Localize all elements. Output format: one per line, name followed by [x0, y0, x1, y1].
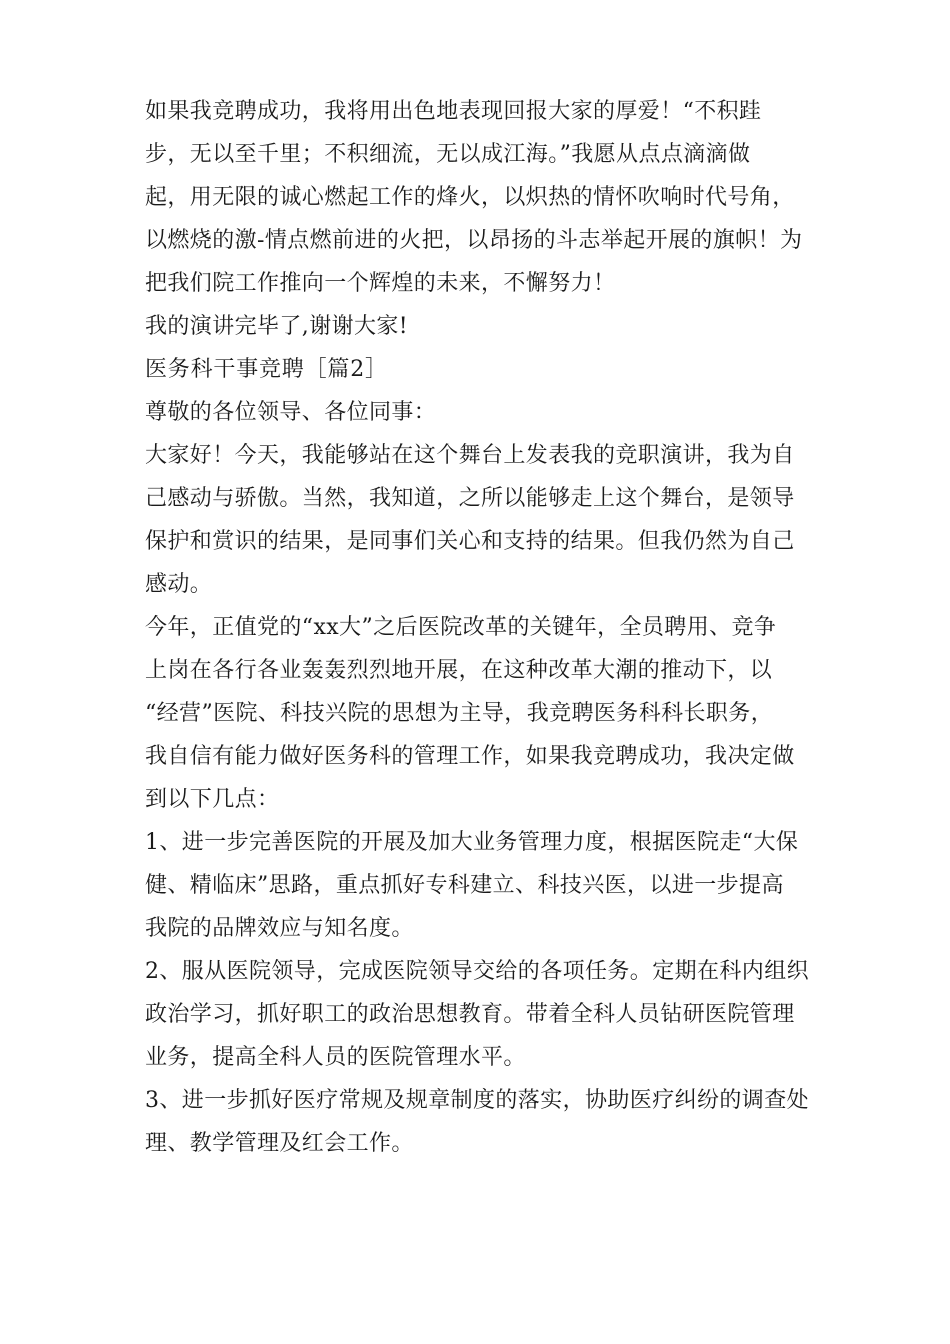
- text-line: 我院的品牌效应与知名度。: [145, 916, 414, 941]
- text-line: 保护和赏识的结果，是同事们关心和支持的结果。但我仍然为自己: [145, 529, 795, 554]
- text-line: 业务，提高全科人员的医院管理水平。: [145, 1045, 526, 1070]
- list-item-point-1: [145, 821, 815, 950]
- text-line: 健、精临床”思路，重点抓好专科建立、科技兴医，以进一步提高: [145, 873, 784, 898]
- text-line: 己感动与骄傲。当然，我知道，之所以能够走上这个舞台，是领导: [145, 486, 795, 511]
- text-line: 我自信有能力做好医务科的管理工作，如果我竞聘成功，我决定做: [145, 744, 795, 769]
- text-line: 以燃烧的激-情点燃前进的火把，以昂扬的斗志举起开展的旗帜！为: [145, 228, 803, 253]
- text-line: 上岗在各行各业轰轰烈烈地开展，在这种改革大潮的推动下，以: [145, 658, 773, 683]
- paragraph-greeting: [145, 434, 815, 606]
- text-line: 3、进一步抓好医疗常规及规章制度的落实，协助医疗纠纷的调查处: [145, 1088, 809, 1113]
- text-line: 步，无以至千里；不积细流，无以成江海。”我愿从点点滴滴做: [145, 142, 751, 167]
- document-body: [145, 90, 815, 1165]
- text-line: 感动。: [145, 572, 213, 597]
- section-heading: [145, 348, 815, 391]
- text-line: 如果我竞聘成功，我将用出色地表现回报大家的厚爱！“不积跬: [145, 99, 762, 124]
- text-line: 理、教学管理及红会工作。: [145, 1131, 414, 1156]
- text-line: 到以下几点：: [145, 787, 280, 812]
- paragraph-intro: [145, 606, 815, 821]
- text-line: 1、进一步完善医院的开展及加大业务管理力度，根据医院走“大保: [145, 830, 799, 855]
- paragraph-thanks: [145, 305, 815, 348]
- paragraph-closing: [145, 90, 815, 305]
- text-line: 大家好！今天，我能够站在这个舞台上发表我的竞职演讲，我为自: [145, 443, 795, 468]
- text-line: 把我们院工作推向一个辉煌的未来，不懈努力！: [145, 271, 616, 296]
- text-line: 我的演讲完毕了,谢谢大家!: [145, 314, 409, 339]
- text-line: 今年，正值党的“xx大”之后医院改革的关键年，全员聘用、竞争: [145, 615, 777, 640]
- paragraph-salutation: [145, 391, 815, 434]
- text-line: 2、服从医院领导，完成医院领导交给的各项任务。定期在科内组织: [145, 959, 809, 984]
- text-line: 尊敬的各位领导、各位同事：: [145, 400, 437, 425]
- heading-text: 医务科干事竞聘［篇2］: [145, 357, 388, 382]
- list-item-point-2: [145, 950, 815, 1079]
- text-line: “经营”医院、科技兴院的思想为主导，我竞聘医务科科长职务，: [145, 701, 774, 726]
- text-line: 政治学习，抓好职工的政治思想教育。带着全科人员钻研医院管理: [145, 1002, 795, 1027]
- list-item-point-3: [145, 1079, 815, 1165]
- text-line: 起，用无限的诚心燃起工作的烽火，以炽热的情怀吹响时代号角，: [145, 185, 795, 210]
